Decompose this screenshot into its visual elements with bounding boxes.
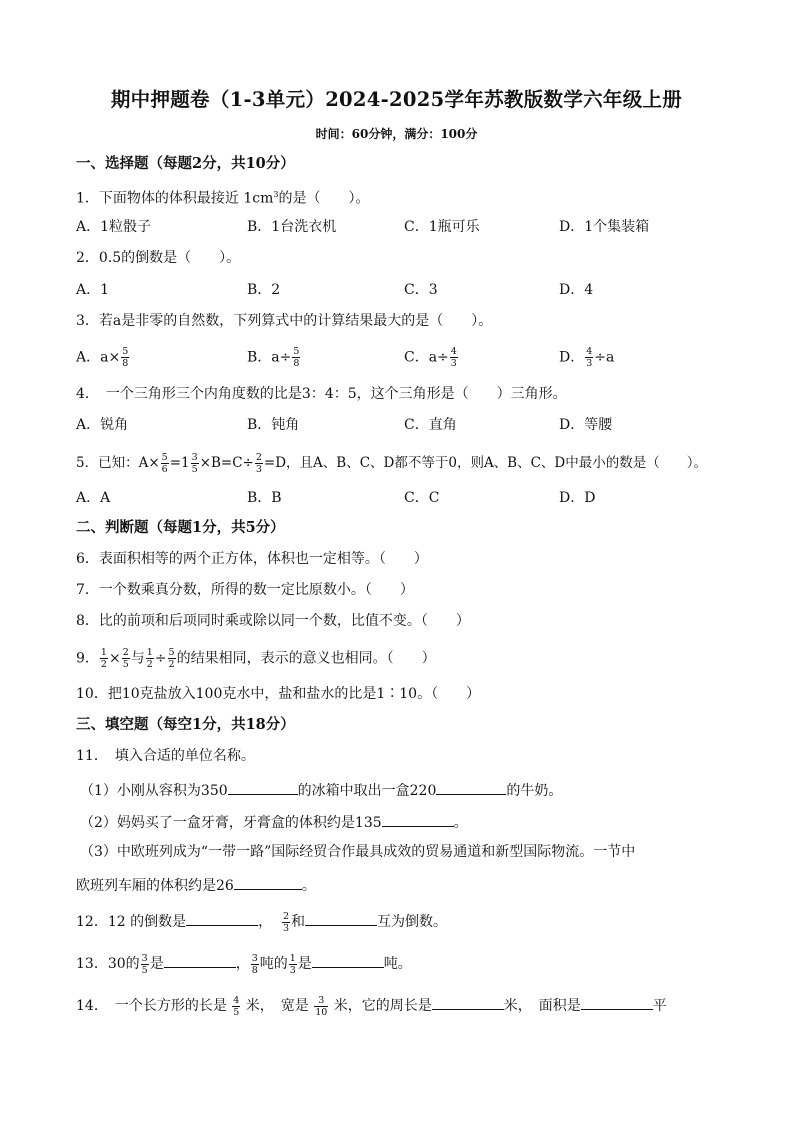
fraction: $\frac{5}{2}$ bbox=[168, 647, 175, 670]
answer-blank[interactable] bbox=[312, 951, 384, 968]
answer-blank[interactable] bbox=[581, 993, 653, 1010]
question-8: 8．比的前项和后项同时乘或除以同一个数，比值不变。（ ） bbox=[76, 613, 470, 629]
question-10: 10．把10克盐放入100克水中，盐和盐水的比是1∶10。（ ） bbox=[76, 686, 481, 702]
question-11: 11． 填入合适的单位名称。 bbox=[76, 748, 255, 764]
q3-option-a[interactable]: A．a× $\frac{5}{8}$ bbox=[76, 346, 129, 369]
fraction: $\frac{1}{2}$ bbox=[146, 647, 153, 670]
q4-option-c[interactable]: C．直角 bbox=[404, 417, 457, 433]
answer-blank[interactable] bbox=[234, 873, 302, 890]
question-7: 7．一个数乘真分数，所得的数一定比原数小。（ ） bbox=[76, 582, 414, 598]
question-11-2: （2）妈妈买了一盒牙膏，牙膏盒的体积约是135 。 bbox=[80, 810, 468, 833]
answer-blank[interactable] bbox=[436, 778, 506, 795]
fraction: $\frac{4}{3}$ bbox=[450, 346, 457, 369]
question-2: 2．0.5的倒数是（ ）。 bbox=[76, 250, 241, 266]
section-heading-judge: 二、判断题（每题1分，共5分） bbox=[76, 519, 285, 536]
fraction: $\frac{5}{8}$ bbox=[293, 346, 300, 369]
question-14: 14． 一个长方形的长是 $\frac{4}{5}$ 米， 宽是 $\frac{3}{10}$ 米，它的周长是 米， 面积是 平 bbox=[76, 994, 667, 1018]
fraction: $\frac{4}{5}$ bbox=[233, 994, 240, 1018]
fraction: $\frac{4}{3}$ bbox=[586, 346, 593, 369]
fraction: $\frac{3}{5}$ bbox=[191, 452, 198, 475]
q1-option-d[interactable]: D．1个集装箱 bbox=[559, 219, 650, 235]
q2-option-c[interactable]: C．3 bbox=[404, 282, 438, 298]
answer-blank[interactable] bbox=[164, 951, 236, 968]
answer-blank[interactable] bbox=[382, 810, 454, 827]
answer-blank[interactable] bbox=[305, 909, 377, 926]
answer-blank[interactable] bbox=[228, 778, 298, 795]
fraction: $\frac{2}{3}$ bbox=[255, 452, 262, 475]
fraction: $\frac{5}{8}$ bbox=[122, 346, 129, 369]
fraction: $\frac{1}{2}$ bbox=[100, 647, 107, 670]
answer-blank[interactable] bbox=[432, 993, 504, 1010]
q1-option-b[interactable]: B．1台洗衣机 bbox=[247, 219, 337, 235]
fraction: $\frac{2}{5}$ bbox=[122, 647, 129, 670]
question-11-3-cont: 欧班列车厢的体积约是26 。 bbox=[76, 873, 316, 896]
q5-option-c[interactable]: C．C bbox=[404, 490, 440, 506]
q3-option-c[interactable]: C．a÷ $\frac{4}{3}$ bbox=[404, 346, 457, 369]
time-score-info: 时间：60分钟，满分：100分 bbox=[315, 127, 478, 141]
q5-option-a[interactable]: A．A bbox=[76, 490, 111, 506]
q3-option-b[interactable]: B．a÷ $\frac{5}{8}$ bbox=[247, 346, 300, 369]
fraction: $\frac{3}{10}$ bbox=[315, 994, 328, 1018]
q2-option-b[interactable]: B．2 bbox=[247, 282, 281, 298]
fraction: $\frac{1}{3}$ bbox=[289, 952, 296, 976]
fraction: $\frac{2}{3}$ bbox=[283, 910, 290, 934]
question-13: 13．30的 $\frac{3}{5}$ 是 ， $\frac{3}{8}$ 吨的 $\frac{1}{3}$ 是 吨。 bbox=[76, 952, 412, 976]
q5-option-d[interactable]: D．D bbox=[559, 490, 596, 506]
q1-option-c[interactable]: C．1瓶可乐 bbox=[404, 219, 480, 235]
section-heading-fill: 三、填空题（每空1分，共18分） bbox=[76, 716, 295, 733]
question-6: 6．表面积相等的两个正方体，体积也一定相等。（ ） bbox=[76, 551, 428, 567]
fraction: $\frac{5}{6}$ bbox=[161, 452, 168, 475]
question-9: 9． $\frac{1}{2}$ × $\frac{2}{5}$ 与 $\frac{1}{2}$ ÷ $\frac{5}{2}$ 的结果相同，表示的意义也相同。（ ） bbox=[76, 647, 436, 670]
fraction: $\frac{3}{8}$ bbox=[251, 952, 258, 976]
question-12: 12．12 的倒数是 ， $\frac{2}{3}$ 和 互为倒数。 bbox=[76, 910, 448, 934]
q5-option-b[interactable]: B．B bbox=[247, 490, 282, 506]
q2-option-d[interactable]: D．4 bbox=[559, 282, 594, 298]
page-title: 期中押题卷（1-3单元）2024-2025学年苏教版数学六年级上册 bbox=[110, 88, 683, 111]
question-5: 5．已知：A× $\frac{5}{6}$ =1 $\frac{3}{5}$ ×B=C÷ $\frac{2}{3}$ =D，且A、B、C、D都不等于0，则A、B、C、D中最小的数是（ ）。 bbox=[76, 452, 708, 475]
q4-option-a[interactable]: A．锐角 bbox=[76, 417, 129, 433]
q2-option-a[interactable]: A．1 bbox=[76, 282, 110, 298]
answer-blank[interactable] bbox=[186, 909, 258, 926]
question-11-3: （3）中欧班列成为“一带一路”国际经贸合作最具成效的贸易通道和新型国际物流。一节中 bbox=[80, 844, 636, 860]
q4-option-b[interactable]: B．钝角 bbox=[247, 417, 300, 433]
q4-option-d[interactable]: D．等腰 bbox=[559, 417, 613, 433]
question-11-1: （1）小刚从容积为350 的冰箱中取出一盒220 的牛奶。 bbox=[80, 778, 562, 801]
q3-option-d[interactable]: D． $\frac{4}{3}$ ÷a bbox=[559, 346, 615, 369]
fraction: $\frac{3}{5}$ bbox=[141, 952, 148, 976]
q1-option-a[interactable]: A．1粒骰子 bbox=[76, 219, 152, 235]
question-1: 1．下面物体的体积最接近 $1cm^3$的是（ ）。 bbox=[76, 190, 370, 207]
question-3: 3．若a是非零的自然数，下列算式中的计算结果最大的是（ ）。 bbox=[76, 313, 493, 329]
question-4: 4． 一个三角形三个内角度数的比是3：4：5，这个三角形是（ ）三角形。 bbox=[76, 386, 567, 402]
section-heading-choice: 一、选择题（每题2分，共10分） bbox=[76, 155, 295, 172]
